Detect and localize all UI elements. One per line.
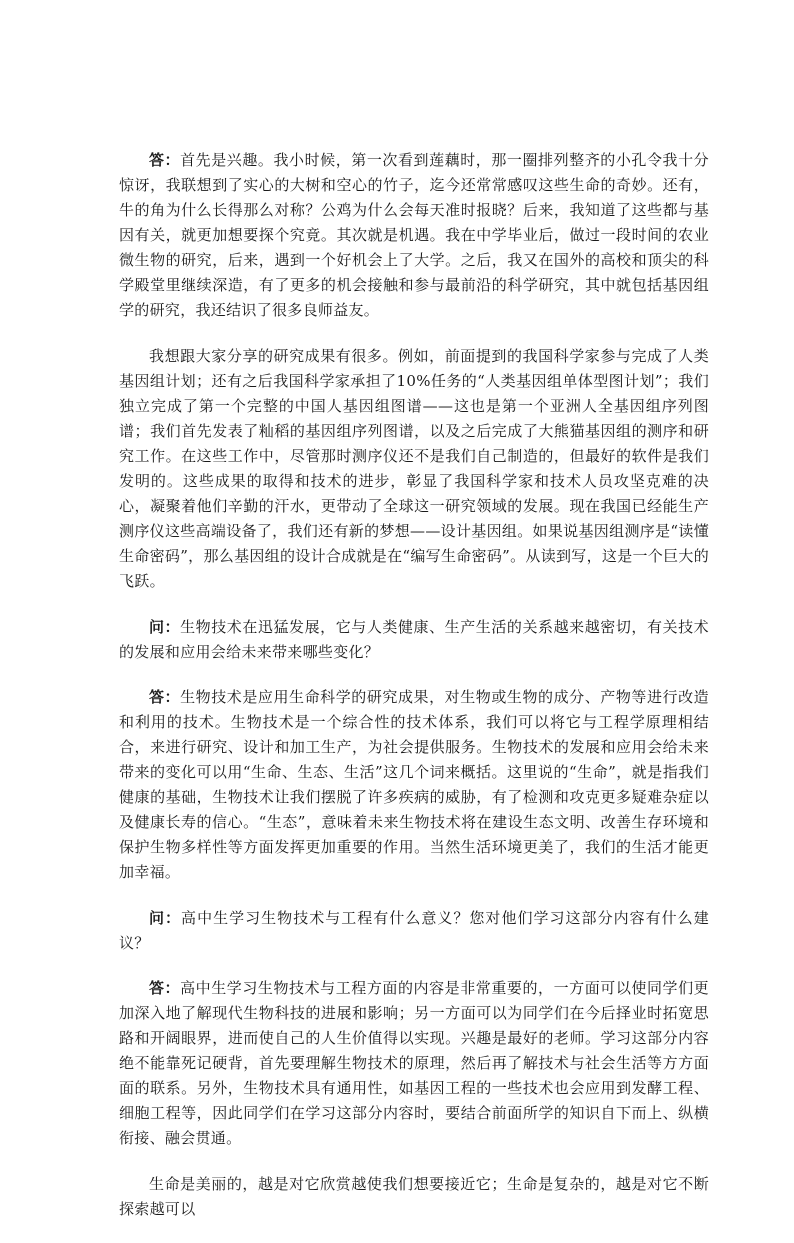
paragraph-lead: 问： bbox=[149, 909, 182, 927]
paragraph-answer-1 bbox=[119, 148, 709, 323]
paragraph-text: 生物技术在迅猛发展，它与人类健康、生产生活的关系越来越密切，有关技术的发展和应用会给未来带来哪些变化？ bbox=[119, 618, 709, 661]
paragraph-lead: 答： bbox=[149, 151, 181, 169]
paragraph-closing bbox=[119, 1172, 709, 1222]
paragraph-text: 生命是美丽的，越是对它欣赏越使我们想要接近它；生命是复杂的，越是对它不断探索越可以 bbox=[119, 1175, 709, 1218]
paragraph-research-results bbox=[119, 344, 709, 594]
paragraph-question-2 bbox=[119, 615, 709, 665]
paragraph-lead: 问： bbox=[149, 618, 181, 636]
paragraph-text: 生物技术是应用生命科学的研究成果，对生物或生物的成分、产物等进行改造和利用的技术。生物技术是一个综合性的技术体系，我们可以将它与工程学原理相结合，来进行研究、设计和加工生产，为社会提供服务。生物技术的发展和应用会给未来带来的变化可以用“生命、生态、生活”这几个词来概括。这里说的“生命”，就是指我们健康的基础，生物技术让我们摆脱了许多疾病的威胁，有了检测和攻克更多疑难杂症以及健康长寿的信心。“生态”，意味着未来生物技术将在建设生态文明、改善生存环境和保护生物多样性等方面发挥更加重要的作用。当然生活环境更美了，我们的生活才能更加幸福。 bbox=[119, 688, 709, 881]
paragraph-text: 高中生学习生物技术与工程方面的内容是非常重要的，一方面可以使同学们更加深入地了解现代生物科技的进展和影响；另一方面可以为同学们在今后择业时拓宽思路和开阔眼界，进而使自己的人生价值得以实现。兴趣是最好的老师。学习这部分内容绝不能靠死记硬背，首先要理解生物技术的原理，然后再了解技术与社会生活等方方面面的联系。另外，生物技术具有通用性，如基因工程的一些技术也会应用到发酵工程、细胞工程等，因此同学们在学习这部分内容时，要结合前面所学的知识自下而上、纵横衔接、融会贯通。 bbox=[119, 979, 709, 1147]
paragraph-question-3 bbox=[119, 906, 709, 956]
paragraph-text: 首先是兴趣。我小时候，第一次看到莲藕时，那一圈排列整齐的小孔令我十分惊讶，我联想到了实心的大树和空心的竹子，迄今还常常感叹这些生命的奇妙。还有，牛的角为什么长得那么对称？公鸡为什么会每天准时报晓？后来，我知道了这些都与基因有关，就更加想要探个究竟。其次就是机遇。我在中学毕业后，做过一段时间的农业微生物的研究，后来，遇到一个好机会上了大学。之后，我又在国外的高校和顶尖的科学殿堂里继续深造，有了更多的机会接触和参与最前沿的科学研究，其中就包括基因组学的研究，我还结识了很多良师益友。 bbox=[119, 151, 709, 319]
document-body bbox=[119, 148, 709, 1243]
paragraph-text: 我想跟大家分享的研究成果有很多。例如，前面提到的我国科学家参与完成了人类基因组计划；还有之后我国科学家承担了10%任务的“人类基因组单体型图计划”；我们独立完成了第一个完整的中国人基因组图谱——这也是第一个亚洲人全基因组序列图谱；我们首先发表了籼稻的基因组序列图谱，以及之后完成了大熊猫基因组的测序和研究工作。在这些工作中，尽管那时测序仪还不是我们自己制造的，但最好的软件是我们发明的。这些成果的取得和技术的进步，彰显了我国科学家和技术人员攻坚克难的决心，凝聚着他们辛勤的汗水，更带动了全球这一研究领域的发展。现在我国已经能生产测序仪这些高端设备了，我们还有新的梦想——设计基因组。如果说基因组测序是“读懂生命密码”，那么基因组的设计合成就是在“编写生命密码”。从读到写，这是一个巨大的飞跃。 bbox=[119, 347, 710, 590]
paragraph-lead: 答： bbox=[149, 979, 181, 997]
paragraph-answer-3 bbox=[119, 976, 709, 1151]
paragraph-text: 高中生学习生物技术与工程有什么意义？您对他们学习这部分内容有什么建议？ bbox=[119, 909, 709, 952]
paragraph-lead: 答： bbox=[149, 688, 181, 706]
paragraph-answer-2 bbox=[119, 685, 709, 885]
